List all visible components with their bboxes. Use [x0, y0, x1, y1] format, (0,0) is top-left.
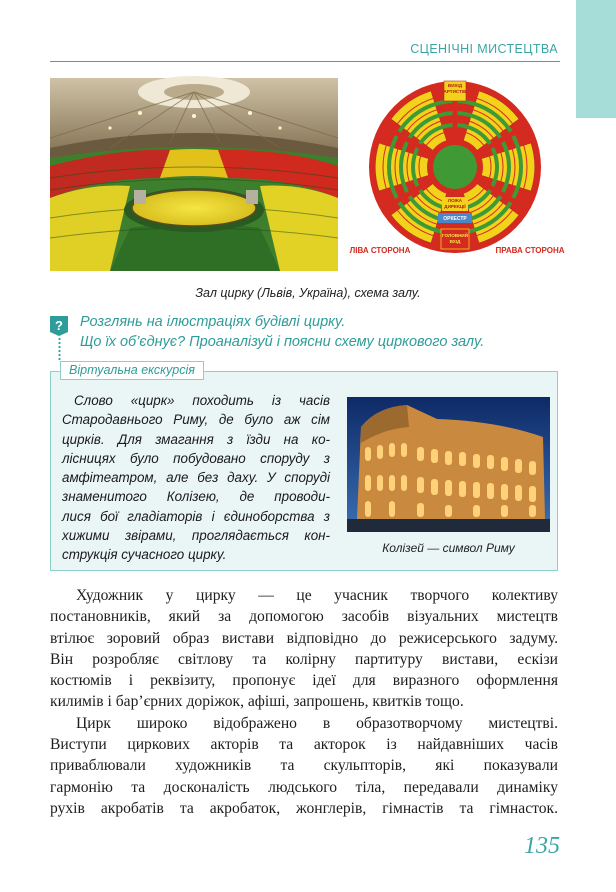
paragraph-line: Виступи циркових акторів та акторок із найдавніших часів [50, 736, 558, 754]
vtext-line: Стародавнього Риму, де було аж сім [62, 412, 330, 428]
scheme-main-entrance-1: ГОЛОВНИЙ [441, 233, 469, 238]
paragraph-line: костюмів і реквізиту, пропонує ідеї для виразного оформлення [50, 672, 558, 690]
vtext-line: лися бої гладіаторів і єдиноборства з [62, 508, 330, 524]
vtext-line: цирків. Для змагання з їзди на ко- [62, 431, 330, 447]
paragraph-line: постановників, який за допомогою засобів візуальних мистецтв [50, 608, 558, 626]
header-rule [50, 61, 560, 62]
vtext-line: лісницях було побудовано споруду з [62, 450, 330, 466]
page-number: 135 [524, 833, 560, 859]
scheme-directorate-2: ДИРЕКЦІЇ [444, 204, 466, 209]
question-mark-icon [50, 316, 68, 336]
virtual-excursion-label: Віртуальна екскурсія [60, 361, 204, 380]
question-line-1: Розглянь на ілюстраціях будівлі цирку. [80, 314, 346, 330]
scheme-directorate-1: ЛОЖА [447, 198, 463, 203]
paragraph-line: приваблювали художників та скульпторів, які показували [50, 757, 558, 775]
paragraph-line: Він розробляє світлову та колірну партитуру вистави, ескізи [50, 650, 558, 668]
vtext-line: знаменитого Колізею, де проводи- [62, 489, 330, 505]
question-text [80, 313, 484, 352]
section-title: СЦЕНІЧНІ МИСТЕЦТВА [410, 42, 558, 56]
figure-caption: Зал цирку (Львів, Україна), схема залу. [195, 286, 421, 300]
paragraph-line: Цирк широко відображено в образотворчому мистецтві. [76, 714, 558, 732]
colosseum-photo [347, 397, 550, 532]
vtext-line: хижими звірами, проглядається кон- [62, 528, 330, 544]
paragraph-line: рухів акробатів та акробаток, жонглерів, гімнастів та гімнасток. [50, 799, 558, 817]
body-text [50, 585, 558, 819]
scheme-left-side: ЛІВА СТОРОНА [349, 246, 411, 255]
scheme-main-entrance-2: ВХІД [449, 239, 461, 244]
circus-hall-scheme [349, 75, 565, 275]
paragraph-line: гармонію та досконалість людського тіла, передавали динаміку [50, 778, 558, 796]
colosseum-caption: Колізей — символ Риму [382, 541, 515, 555]
vtext-line: амфітеатром, але без даху. У споруді [62, 470, 330, 486]
paragraph-line: килимів і бар’єрних доріжок, афіші, запрошень, квитків тощо. [50, 693, 464, 711]
question-line-2: Що їх об’єднує? Проаналізуй і поясни схему циркового залу. [80, 333, 485, 350]
virtual-excursion-text [62, 391, 330, 565]
paragraph-line: Художник у цирку — це учасник творчого колективу [76, 587, 558, 604]
question-dotted-line [58, 337, 61, 361]
scheme-artists-exit-1: ВИХІД [447, 83, 463, 88]
scheme-right-side: ПРАВА СТОРОНА [495, 246, 565, 255]
vtext-line: Слово «цирк» походить із часів [74, 393, 330, 408]
vtext-line: струкція сучасного цирку. [62, 547, 227, 563]
page-corner-tab [576, 0, 616, 118]
scheme-artists-exit-2: АРТИСТІВ [443, 89, 467, 94]
svg-text:?: ? [55, 318, 63, 333]
paragraph-line: втілює зоровий образ вистави відповідно до режисерського задуму. [50, 629, 558, 647]
scheme-orchestra: ОРКЕСТР [443, 216, 467, 222]
circus-hall-photo [50, 78, 338, 271]
